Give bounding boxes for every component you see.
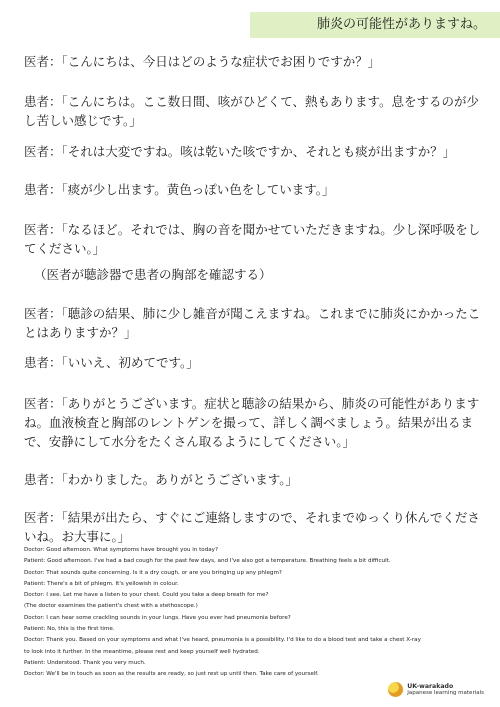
translation-line: Doctor: I see. Let me have a listen to your chest. Could you take a deep breath for me? bbox=[24, 592, 269, 599]
dialogue-text: 「こんにちは、今日はどのような症状でお困りですか？」 bbox=[61, 54, 381, 69]
dialogue-turn bbox=[24, 304, 486, 342]
smiley-face-icon bbox=[388, 682, 403, 697]
speaker-label: 患者： bbox=[24, 182, 62, 197]
speaker-label: 医者： bbox=[24, 396, 62, 411]
dialogue-text: 「ありがとうございます。症状と聴診の結果から、肺炎の可能性がありますね。血液検査と胸部のレントゲンを撮って、詳しく調べましょう。結果が出るまで、安静にして水分をたくさん取るようにしてください。」 bbox=[24, 396, 480, 449]
brand-logo bbox=[388, 682, 484, 697]
dialogue-text: 「こんにちは。ここ数日間、咳がひどくて、熱もあります。息をするのが少し苦しい感じです。」 bbox=[24, 94, 480, 128]
stage-direction bbox=[34, 265, 272, 284]
translation-line: to look into it further. In the meantime, please rest and keep yourself well hydrated. bbox=[24, 648, 260, 655]
page-title: 肺炎の可能性がありますね。 bbox=[316, 17, 486, 32]
speaker-label: 患者： bbox=[24, 355, 62, 370]
translation-line: Patient: There's a bit of phlegm. It's yellowish in colour. bbox=[24, 580, 179, 587]
translation-line: Patient: Good afternoon. I've had a bad cough for the past few days, and I've also got a temperature. Breathing feels a bit difficult. bbox=[24, 558, 391, 565]
translation-line: (The doctor examines the patient's chest with a stethoscope.) bbox=[24, 603, 198, 610]
translation-line: Patient: Understood. Thank you very much. bbox=[24, 659, 146, 666]
dialogue-turn bbox=[24, 92, 486, 130]
brand-tagline: Japanese learning materials bbox=[407, 689, 484, 696]
dialogue-turn bbox=[24, 142, 455, 161]
speaker-label: 医者： bbox=[24, 144, 62, 159]
dialogue-turn bbox=[24, 220, 486, 258]
brand-name: UK-warakado bbox=[407, 682, 454, 690]
dialogue-text: 「痰が少し出ます。黄色っぽい色をしています。」 bbox=[61, 182, 335, 197]
speaker-label: 医者： bbox=[24, 54, 62, 69]
dialogue-turn bbox=[24, 508, 486, 546]
translation-line: Patient: No, this is the first time. bbox=[24, 626, 115, 633]
english-translation bbox=[24, 545, 486, 681]
dialogue-turn bbox=[24, 180, 335, 199]
speaker-label: 患者： bbox=[24, 94, 62, 109]
translation-line: Doctor: I can hear some crackling sounds in your lungs. Have you ever had pneumonia before? bbox=[24, 614, 291, 621]
dialogue-text: 「わかりました。ありがとうございます。」 bbox=[61, 472, 299, 487]
dialogue-text: 「結果が出たら、すぐにご連絡しますので、それまでゆっくり休んでくださいね。お大事に。」 bbox=[24, 510, 480, 544]
speaker-label: 医者： bbox=[24, 306, 62, 321]
dialogue-text: 「いいえ、初めてです。」 bbox=[61, 355, 199, 370]
translation-line: Doctor: Good afternoon. What symptoms have brought you in today? bbox=[24, 547, 218, 553]
translation-line: Doctor: We'll be in touch as soon as the results are ready, so just rest up until then. Take care of yourself. bbox=[24, 671, 319, 678]
dialogue-text: （医者が聴診器で患者の胸部を確認する） bbox=[34, 267, 272, 282]
dialogue-turn bbox=[24, 470, 298, 489]
speaker-label: 医者： bbox=[24, 510, 62, 525]
dialogue-turn bbox=[24, 52, 380, 71]
dialogue-turn bbox=[24, 394, 486, 451]
speaker-label: 患者： bbox=[24, 472, 62, 487]
translation-line: Doctor: That sounds quite concerning. Is it a dry cough, or are you bringing up any phlegm? bbox=[24, 569, 282, 576]
speaker-label: 医者： bbox=[24, 222, 62, 237]
brand-text bbox=[407, 684, 484, 696]
dialogue-text: 「それは大変ですね。咳は乾いた咳ですか、それとも痰が出ますか？」 bbox=[61, 144, 456, 159]
dialogue-text: 「聴診の結果、肺に少し雑音が聞こえますね。これまでに肺炎にかかったことはありますか？」 bbox=[24, 306, 481, 340]
dialogue-text: 「なるほど。それでは、胸の音を聞かせていただきますね。少し深呼吸をしてください。」 bbox=[24, 222, 481, 256]
dialogue-turn bbox=[24, 353, 199, 372]
translation-line: Doctor: Thank you. Based on your symptoms and what I've heard, pneumonia is a possibility. I'd like to do a blood test and take a chest X-ray bbox=[24, 637, 421, 644]
